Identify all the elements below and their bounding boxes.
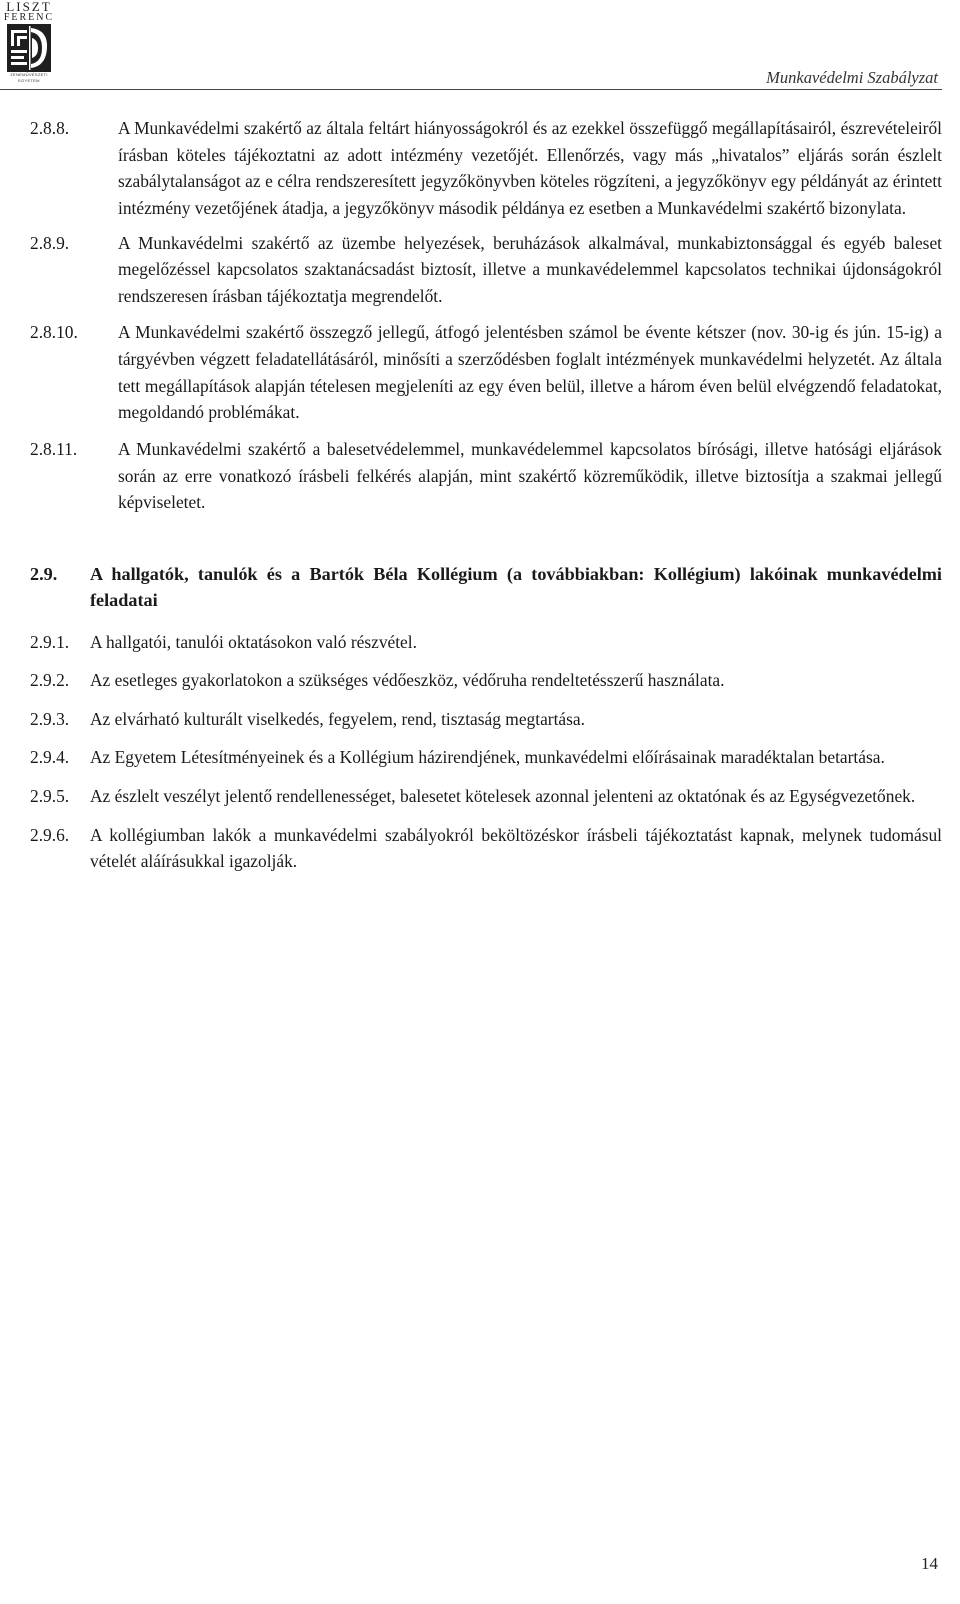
- section-title: A hallgatók, tanulók és a Bartók Béla Kollégium (a továbbiakban: Kollégium) lakóinak munkavédelmi feladatai: [90, 563, 942, 611]
- item-number: 2.9.5.: [30, 786, 70, 807]
- item-number: 2.9.2.: [30, 670, 70, 691]
- item-text: Az észlelt veszélyt jelentő rendellenességet, balesetet kötelesek azonnal jelenteni az oktatónak és az Egységvezetőnek.: [90, 786, 916, 807]
- item-text: A Munkavédelmi szakértő összegző jellegű, átfogó jelentésben számol be évente kétszer (nov. 30-ig és jún. 15-ig) a tárgyévben végzett feladatellátásáról, minősíti a szerződésben foglalt intézmények munkavédelmi helyzetét. Az általa tett megállapítások alapján tételesen megjeleníti az egy éven belül, illetve a három éven belül elvégzendő feladatokat, megoldandó problémákat.: [118, 322, 942, 423]
- list-item-2-8-9: [30, 230, 942, 310]
- logo-word-ferenc: FERENC: [3, 12, 55, 23]
- document-body: [30, 88, 942, 875]
- logo-subtitle-line1: ZENEMŰVÉSZETI: [10, 72, 48, 77]
- item-text: A Munkavédelmi szakértő az általa feltárt hiányosságokról és az ezekkel összefüggő megállapításairól, észrevételeiről írásban köteles tájékoztatni az adott intézmény vezetőjét. Ellenőrzés, vagy más „hivatalos” eljárás során észlelt szabálytalanságot az e célra rendszeresített jegyzőkönyvben köteles rögzíteni, a jegyzőkönyv egy példányát az érintett intézmény vezetőjének átadja, a jegyzőkönyv második példánya ez esetben a Munkavédelmi szakértő bizonylata.: [118, 118, 942, 218]
- item-text: A kollégiumban lakók a munkavédelmi szabályokról beköltözéskor írásbeli tájékoztatást kapnak, melynek tudomásul vételét aláírásukkal igazolják.: [90, 824, 942, 872]
- item-number: 2.8.9.: [30, 232, 70, 253]
- section-heading-2-9: [30, 561, 942, 614]
- section-number: 2.9.: [30, 563, 58, 584]
- university-logo: [2, 0, 56, 88]
- item-text: A Munkavédelmi szakértő a balesetvédelemmel, munkavédelemmel kapcsolatos bírósági, illetve hatósági eljárások során az erre vonatkozó írásbeli felkérés alapján, mint szakértő közreműködik, illetve biztosítja a szakmai jellegű képviseletet.: [118, 438, 942, 513]
- item-number: 2.9.3.: [30, 708, 70, 729]
- item-number: 2.9.6.: [30, 824, 70, 845]
- list-item-2-8-10: [30, 319, 942, 426]
- list-item-2-9-3: [30, 706, 942, 733]
- item-number: 2.9.4.: [30, 747, 70, 768]
- list-item-2-8-11: [30, 436, 942, 516]
- page-number: 14: [921, 1554, 938, 1573]
- item-number: 2.8.11.: [30, 438, 78, 459]
- item-text: A Munkavédelmi szakértő az üzembe helyezések, beruházások alkalmával, munkabiztonsággal és egyéb baleset megelőzéssel kapcsolatos szaktanácsadást biztosít, illetve a munkavédelemmel kapcsolatos technikai újdonságokról rendszeresen írásban tájékoztatja megrendelőt.: [118, 232, 942, 306]
- list-item-2-8-8: [30, 115, 942, 222]
- logo-word-liszt: LISZT: [6, 0, 52, 14]
- document-title-header: Munkavédelmi Szabályzat: [766, 68, 938, 87]
- section-2-9-list: [30, 629, 942, 875]
- item-number: 2.8.10.: [30, 322, 78, 343]
- list-item-2-9-4: [30, 744, 942, 771]
- logo-subtitle-line2: EGYETEM: [18, 78, 40, 83]
- list-item-2-9-5: [30, 783, 942, 810]
- item-text: Az Egyetem Létesítményeinek és a Kollégium házirendjének, munkavédelmi előírásainak maradéktalan betartása.: [90, 747, 885, 768]
- logo-emblem-icon: [2, 24, 56, 74]
- list-item-2-9-6: [30, 822, 942, 875]
- item-text: Az elvárható kulturált viselkedés, fegyelem, rend, tisztaság megtartása.: [90, 708, 585, 729]
- item-number: 2.8.8.: [30, 118, 70, 138]
- list-item-2-9-1: [30, 629, 942, 656]
- list-item-2-9-2: [30, 667, 942, 694]
- item-text: Az esetleges gyakorlatokon a szükséges védőeszköz, védőruha rendeltetésszerű használata.: [90, 670, 725, 691]
- item-number: 2.9.1.: [30, 631, 70, 652]
- item-text: A hallgatói, tanulói oktatásokon való részvétel.: [90, 631, 417, 652]
